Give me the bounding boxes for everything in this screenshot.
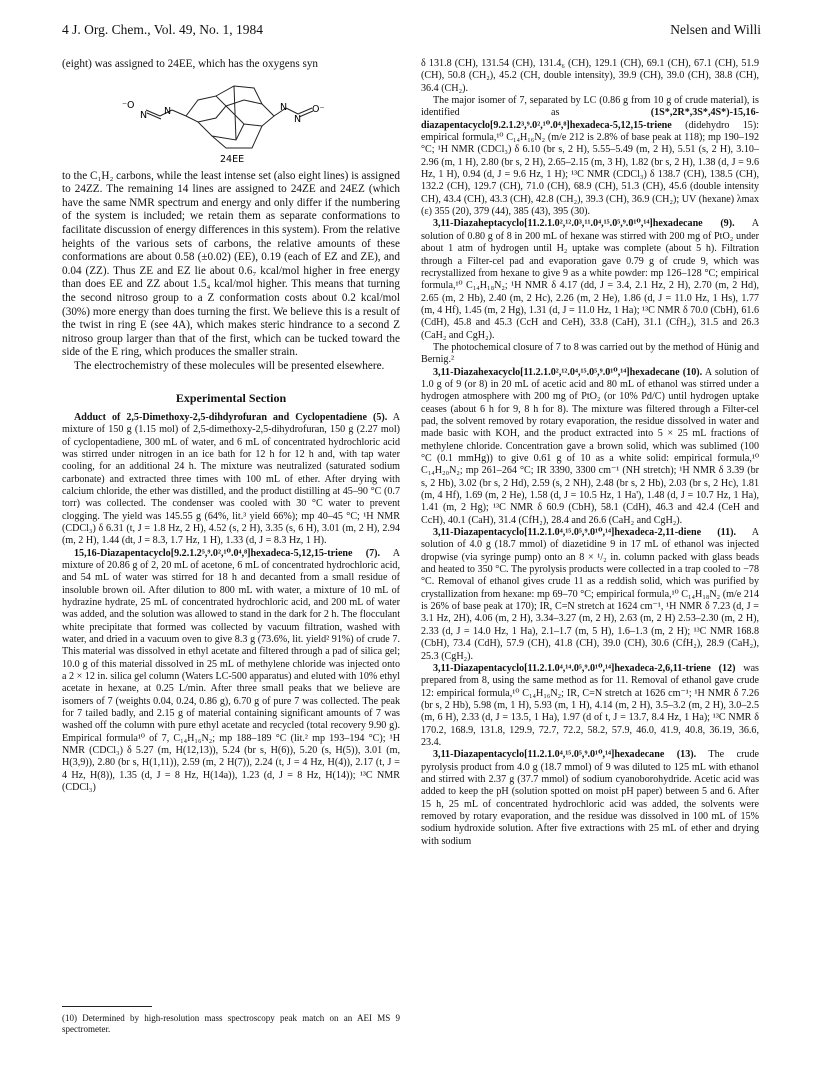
figure-label: 24EE [220, 153, 245, 164]
procedure-title: Adduct of 2,5-Dimethoxy-2,5-dihdyrofuran and Cyclopentadiene (5). [74, 411, 388, 423]
procedure-hexadecane-9 [421, 218, 759, 341]
procedure-isomer-15 [421, 95, 759, 218]
left-n-label: N [140, 109, 148, 121]
procedure-body: The crude pyrolysis product from 4.0 g (18.7 mmol) of 9 was diluted to 125 mL with ethanol and stirred with 2.37 g (37.7 mmol) of sodium cyanoborohydride. Acetic acid was added to keep the pH (solution spotted on moist pH paper) between 5 and 6. After 15 h, 25 mL of concentrated hydrochloric acid was added, the solvents were removed by rotary evaporation, and the residue was dissolved in 100 mL of 15% sodium hydroxide solution. After five extractions with 25 mL of ether and drying with sodium [421, 749, 759, 847]
procedure-title: 15,16-Diazapentacyclo[9.2.1.2⁵,⁹.0²,¹⁰.0⁴,⁸]hexadeca-5,12,15-triene (7). [74, 547, 381, 559]
procedure-body: was prepared from 8, using the same method as for 11. Removal of ethanol gave crude 12: empirical formula,¹⁰ C₁₄H₁₆N₂; IR, C=N stretch at 1626 cm⁻¹; ¹H NMR δ 7.26 (br s, 2 Hb), 5.98 (m, 1 H), 5.93 (m, 1 H), 4.14 (m, 2 H), 3.5–3.2 (m, 2 H), 3.0–2.5 (m, 6 H), 2.33 (d, J = 13.5, 1 Ha), 1.97 (d of t, J = 13.7, 8.4 Hz, 1 Ha); ¹³C NMR δ 170.2, 168.9, 131.8, 129.9, 72.7, 72.2, 58.2, 57.9, 46.0, 41.9, 40.8, 36.19, 36.6, 23.4. [421, 662, 759, 748]
right-nprime-label: N [294, 113, 302, 125]
left-nprime-label: N [164, 105, 172, 117]
structure-figure-24ee [62, 78, 400, 164]
procedure-title: (1S*,2R*,3S*,4S*)-15,16-diazapentacyclo[9.2.1.2³,⁹.0²,¹⁰.0⁴,⁸]hexadeca-5,12,15-triene [421, 107, 759, 131]
procedure-body: A solution of 1.0 g of 9 (or 8) in 20 mL of acetic acid and 80 mL of ethanol was stirred under a hydrogen atmosphere with 200 mg of PtO₂ (or 10% Pd/C) until hydrogen uptake ceases (about 6 h for 9, 8 h for 8). The mixture was filtered through a Filter-cel pad, the solvent removed by rotary evaporation, the residue dissolved in water and made basic with KOH, and the product extracted into 5 × 25 mL fractions of methylene chloride. Concentration gave a brown solid, which was sublimed (100 °C (0.1 mmHg)) to give 0.61 g of 10 as a white solid: empirical formula,¹⁰ C₁₄H₂₀N₂; mp 261–264 °C; IR 3390, 3300 cm⁻¹ (NH stretch); ¹H NMR δ 3.39 (br s, 2 Hb), 3.02 (br s, 2 Hd), 2.59 (s, 2 NH), 2.48 (br s, 2 Hb), 2.03 (br s, 2 Hc), 1.81 (m, 4 Hf), 1.69 (m, 2 He), 1.58 (d, J = 10.5 Hz, 1 Ha'), 1.48 (d, J = 10.7 Hz, 1 Ha), 1.41 (m, 2 Hg); ¹³C NMR δ 60.9 (CbH), 58.1 (CdH), 46.3 and 42.4 (CeH and CcH), 40.1 (CaH), 31.4 (CfH₂), 28.4 and 26.6 (CaH₂ and CgH₂). [421, 366, 759, 526]
photochemical-closure-note: The photochemical closure of 7 to 8 was carried out by the method of Hünig and Bernig.² [421, 341, 759, 366]
right-oxygen-label: O⁻ [312, 103, 325, 115]
procedure-adduct-5 [62, 412, 400, 548]
procedure-hexadecane-10 [421, 367, 759, 527]
procedure-body: (didehydro 15): empirical formula,¹⁰ C₁₄H₁₆N₂ (m/e 212 is 2.8% of base peak at 118); mp 190–192 °C; ¹H NMR (CDCl₃) δ 6.10 (br s, 2 H), 5.55–5.49 (m, 2 H), 5.51 (s, 2 H), 3.10–2.96 (m, 1 H), 2.80 (br s, 2 H), 2.65–2.15 (m, 3 H), 1.82 (br s, 2 H), 1.38 (d, J = 9.6 Hz, 1 H), 0.94 (d, J = 9.6 Hz, 1 H); ¹³C NMR (CDCl₃) δ 138.7 (CH), 138.5 (CH), 132.2 (CH), 129.7 (CH), 71.0 (CH), 68.9 (CH), 51.3 (CH), 45.6 (double intensity CH), 43.4 (CH), 43.3 (CH), 42.8 (CH₂), 39.3 (CH), 36.9 (CH₂); UV (hexane) λmax (ε) 355 (20), 379 (44), 385 (43), 395 (30). [421, 119, 759, 218]
journal-citation: 4 J. Org. Chem., Vol. 49, No. 1, 1984 [62, 22, 264, 37]
intro-line: (eight) was assigned to 24EE, which has the oxygens syn [62, 58, 319, 70]
structure-24ee-drawing [116, 78, 346, 164]
procedure-triene-7 [62, 548, 400, 795]
nmr-continuation: δ 131.8 (CH), 131.54 (CH), 131.4₆ (CH), 129.1 (CH), 69.1 (CH), 67.1 (CH), 51.9 (CH), 50.8 (CH₂), 45.2 (CH, double intensity), 39.9 (CH), 39.0 (CH), 38.8 (CH), 36.4 (CH₂). [421, 58, 759, 94]
procedure-title: 3,11-Diazahexacyclo[11.2.1.0²,¹².0⁴,¹⁵.0⁵,⁹.0¹⁰,¹⁴]hexadecane (10). [433, 366, 703, 378]
procedure-diene-11 [421, 527, 759, 663]
procedure-body: A solution of 0.80 g of 8 in 200 mL of hexane was stirred with 200 mg of PtO₂ under about 1 atm of hydrogen until H₂ uptake was complete (about 5 h). Filtration through a Filter-cel pad and evaporation gave 0.79 g of crude 9, which was recrystallized from hexane to give 9 as a white powder: mp 126–128 °C; empirical formula,¹⁰ C₁₄H₁₈N₂; ¹H NMR δ 4.17 (dd, J = 3.4, 2.1 Hz, 2 H), 2.70 (m, 2 Hd), 2.65 (m, 2 Hb), 2.40 (m, 2 Hc), 2.26 (m, 2 He), 1.86 (d, J = 11.0 Hz, 1 Hs), 1.77 (m, 4 Hf), 1.45 (m, 2 Hg), 1.31 (d, J = 11.0 Hz, 1 Ha); ¹³C NMR δ 70.0 (CbH), 61.6 (CdH), 45.8 and 45.3 (CcH and CeH), 33.8 (CaH), 31.1 (CfH₂), 31.5 and 26.3 (CaH₂ and CgH₂). [421, 218, 759, 341]
right-column [421, 58, 759, 848]
authors: Nelsen and Willi [670, 22, 761, 37]
procedure-title: 3,11-Diazapentacyclo[11.2.1.0⁴,¹⁴.0⁵,⁹.0¹⁰,¹⁴]hexadeca-2,6,11-triene (12) [433, 662, 736, 674]
procedure-title: 3,11-Diazapentacyclo[11.2.1.0⁴,¹⁵.0⁵,⁹.0¹⁰,¹⁴]hexadeca-2,11-diene (11). [433, 527, 737, 539]
procedure-hexadecane-13 [421, 749, 759, 848]
right-n-label: N [280, 101, 288, 113]
footnote-10: (10) Determined by high-resolution mass spectroscopy peak match on an AEI MS 9 spectrometer. [62, 1013, 400, 1034]
procedure-intro: The major isomer of 7, separated by LC (0.86 g from 10 g of crude material), is identified as [421, 95, 759, 119]
procedure-title: 3,11-Diazaheptacyclo[11.2.1.0²,¹².0³,¹¹.0⁴,¹⁵.0⁵,⁹.0¹⁰,¹⁴]hexadecane (9). [433, 218, 735, 230]
discussion-paragraph: to the C₁H₂ carbons, while the least intense set (also eight lines) is assigned to 24ZZ. The remaining 14 lines are assigned to 24ZE and 24EZ (which have the same NMR spectrum and energy and only differ if the numbering of the system is included; we retain them as separate conformations to facilitate discussion of energy differences in this system). From the relative heights of the various sets of carbons, the relative amounts of these conformations are about 0.58 (±0.02) (EE), 0.19 (each of EZ and ZE), and 0.04 (ZZ). Thus ZE and EZ lie about 0.6₇ kcal/mol higher in free energy than does EE and ZZ about 1.5₄ kcal/mol higher. This means that turning the second nitroso group to a Z conformation costs about 0.2 kcal/mol (30%) more energy than does turning the first. We believe this is a result of the twist in ring E (see 4A), which makes steric hindrance to a second Z nitroso group larger than that of the first, which can be tucked toward the side of the E ring, which produces the smaller strain. [62, 169, 400, 359]
procedure-body: A mixture of 150 g (1.15 mol) of 2,5-dimethoxy-2,5-dihydrofuran, 150 g (2.27 mol) of cyclopentadiene, 300 mL of water, and 6 mL of concentrated hydrochloric acid was stirred under nitrogen in an ice bath for 12 h for 12 h and, with tap water cooling, for an additional 24 h. The mixture was neutralized (saturated sodium carbonate) and extracted three times with 100 mL of ether. After drying with calcium chloride, the ether was distilled, and the product distilling at 45–90 °C (0.7 torr) was collected. The condenser was cooled with 30 °C water to prevent clogging. The yield was 145.55 g (64%, lit.³ yield 66%); mp 40–45 °C; ¹H NMR (CDCl₃) δ 6.31 (t, J = 1.8 Hz, 2 H), 4.52 (s, 2 H), 3.35 (s, 6 H), 3.01 (m, 2 H), 2.94 (m, 2 H), 1.44 (dt, J = 8.3, 1.7 Hz, 1 H), 1.33 (d, J = 8.3 Hz, 1 H). [62, 411, 400, 547]
procedure-title: 3,11-Diazapentacyclo[11.2.1.0⁴,¹⁵.0⁵,⁹.0¹⁰,¹⁴]hexadecane (13). [433, 749, 697, 761]
left-oxygen-label: ⁻O [122, 99, 135, 111]
electrochemistry-paragraph: The electrochemistry of these molecules will be presented elsewhere. [74, 359, 385, 372]
procedure-body: A mixture of 20.86 g of 2, 20 mL of acetone, 6 mL of concentrated hydrochloric acid, and 54 mL of water was stirred for 18 h and decanted from a small residue of insoluble brown oil. After dilution to 800 mL with water, a mixture of 10 mL of hydrazine hydrate, 25 mL of concentrated hydrochloric acid, and 200 mL of water was added, and the solution was allowed to stand in the dark for 2 h. The flocculant white precipitate that formed was collected by vacuum filtration, washed with water, and dried in a vacuum oven to give 8.3 g (73.6%, lit. yield² 91%) of crude 7. This material was dissolved in ethyl acetate and filtered through a pad of silica gel; 10.0 g of this material dissolved in 25 mL of methylene chloride was injected onto a 2 × 12 in. silica gel column (Waters LC-500 apparatus) and eluted with 10% ethyl acetate in hexane, at 0.25 L/min. After three small peaks that we believe are isomers of 7 (weights 0.04, 0.24, 0.86 g), 6.70 g of pure 7 was collected. The peak for 7 tailed badly, and 2.15 g of material containing significant amounts of 7 was washed off the column with pure ethyl acetate and recycled (total recovery 9.90 g). Empirical formula¹⁰ of 7, C₁₄H₁₆N₂; mp 188–189 °C (lit.² mp 193–194 °C); ¹H NMR (CDCl₃) δ 5.27 (m, H(12,13)), 5.24 (br s, H(6)), 5.20 (s, H(5)), 3.01 (m, H(3,9)), 2.80 (br s, H(1,11)), 2.59 (m, 2 H(7)), 2.24 (t, J = 4 Hz, H(4)), 2.17 (t, J = 4 Hz, H(8)), 1.35 (d, J = 8 Hz, H(14a)), 1.23 (d, J = 8 Hz, H(14)); ¹³C NMR (CDCl₃) [62, 547, 400, 794]
experimental-section-title: Experimental Section [175, 390, 287, 405]
left-column [62, 58, 400, 795]
procedure-triene-12 [421, 663, 759, 749]
running-header [62, 22, 761, 42]
footnote-divider [62, 1006, 152, 1007]
procedure-body: A solution of 4.0 g (18.7 mmol) of diazetidine 9 in 17 mL of ethanol was injected dropwise (via syringe pump) onto an 8 × ¹/₂ in. column packed with glass beads and heated to 350 °C. The pyrolysis products were collected in a trap cooled to −78 °C. Removal of ethanol gives crude 11 as a reddish solid, which was purified by crystallization from hexane: mp 69–70 °C; empirical formula,¹⁰ C₁₄H₁₈N₂ (m/e 214 is 26% of base peak at 170); IR, C=N stretch at 1624 cm⁻¹, ¹H NMR δ 7.23 (d, J = 3.1 Hz, 2H), 4.06 (m, 2 H), 3.34–3.27 (m, 2 H), 2.63 (m, 2 H) 2.53–2.30 (m, 2 H), 2.33 (d, J = 14.0 Hz, 1 Ha), 2.1–1.7 (m, 5 H), 1.6–1.3 (m, 2 H); ¹³C NMR 168.8 (CbH), 73.4 (CdH), 57.9 (CH), 41.8 (CH), 39.0 (CH), 30.6 (CfH₂), 28.9 (CaH₂), 25.3 (CgH₂). [421, 527, 759, 662]
